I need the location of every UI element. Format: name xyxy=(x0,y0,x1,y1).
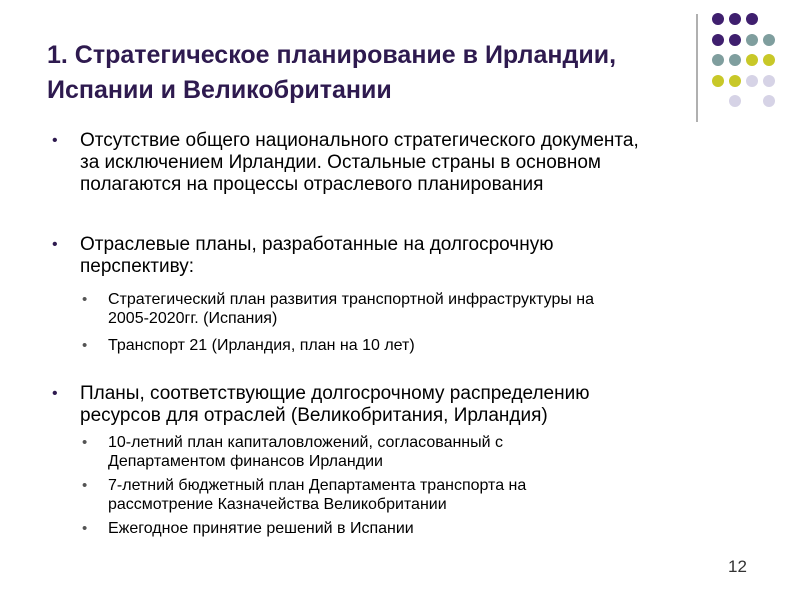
title-line-1: 1. Стратегическое планирование в Ирландии, xyxy=(47,41,617,69)
sub-bullet-item xyxy=(50,290,740,328)
decorative-dot xyxy=(763,95,775,107)
sub-bullet-text-line: Департаментом финансов Ирландии xyxy=(108,453,383,470)
decorative-dot xyxy=(729,54,741,66)
bullet-list xyxy=(50,130,740,538)
bullet-text-line: Отраслевые планы, разработанные на долгосрочную xyxy=(80,234,554,255)
decorative-dot xyxy=(712,34,724,46)
bullet-text-line: Отсутствие общего национального стратегического документа, xyxy=(80,130,639,151)
bullet-item xyxy=(50,234,740,278)
decorative-dot xyxy=(712,75,724,87)
decorative-dot xyxy=(763,54,775,66)
slide-title xyxy=(47,38,687,108)
decorative-dot xyxy=(746,34,758,46)
title-line-2: Испании и Великобритании xyxy=(47,76,392,104)
bullet-text-line: перспективу: xyxy=(80,256,195,277)
bullet-item xyxy=(50,130,740,196)
decorative-dot xyxy=(763,34,775,46)
bullet-text-line: Планы, соответствующие долгосрочному распределению xyxy=(80,383,590,404)
decorative-dot xyxy=(712,13,724,25)
bullet-text-line: ресурсов для отраслей (Великобритания, Ирландия) xyxy=(80,405,548,426)
decorative-dot xyxy=(746,75,758,87)
sub-bullet-item xyxy=(50,476,740,514)
sub-bullet-icon: • xyxy=(82,291,88,308)
bullet-icon: • xyxy=(52,236,58,253)
sub-bullet-text-line: Транспорт 21 (Ирландия, план на 10 лет) xyxy=(108,337,415,354)
sub-bullet-text-line: рассмотрение Казначейства Великобритании xyxy=(108,496,447,513)
bullet-text-line: полагаются на процессы отраслевого планирования xyxy=(80,174,544,195)
decorative-dot xyxy=(746,54,758,66)
page-number: 12 xyxy=(728,557,747,576)
sub-bullet-icon: • xyxy=(82,477,88,494)
decorative-dot xyxy=(729,95,741,107)
decorative-dot xyxy=(712,54,724,66)
bullet-icon: • xyxy=(52,132,58,149)
decorative-dot xyxy=(729,13,741,25)
bullet-item xyxy=(50,383,740,427)
bullet-text-line: за исключением Ирландии. Остальные страны в основном xyxy=(80,152,601,173)
sub-bullet-text-line: Ежегодное принятие решений в Испании xyxy=(108,520,414,537)
decorative-dot xyxy=(729,75,741,87)
sub-bullet-icon: • xyxy=(82,337,88,354)
bullet-icon: • xyxy=(52,385,58,402)
sub-bullet-text-line: 7-летний бюджетный план Департамента транспорта на xyxy=(108,477,527,494)
sub-bullet-text-line: 2005-2020гг. (Испания) xyxy=(108,310,278,327)
sub-bullet-icon: • xyxy=(82,434,88,451)
sub-bullet-item xyxy=(50,336,740,355)
decorative-dot-grid xyxy=(712,13,782,133)
sub-bullet-item xyxy=(50,433,740,471)
decorative-dot xyxy=(763,75,775,87)
decorative-divider xyxy=(696,14,698,122)
decorative-dot xyxy=(746,13,758,25)
sub-bullet-icon: • xyxy=(82,520,88,537)
sub-bullet-item xyxy=(50,519,740,538)
sub-bullet-text-line: 10-летний план капиталовложений, согласованный с xyxy=(108,434,504,451)
decorative-dot xyxy=(729,34,741,46)
sub-bullet-text-line: Стратегический план развития транспортной инфраструктуры на xyxy=(108,291,595,308)
